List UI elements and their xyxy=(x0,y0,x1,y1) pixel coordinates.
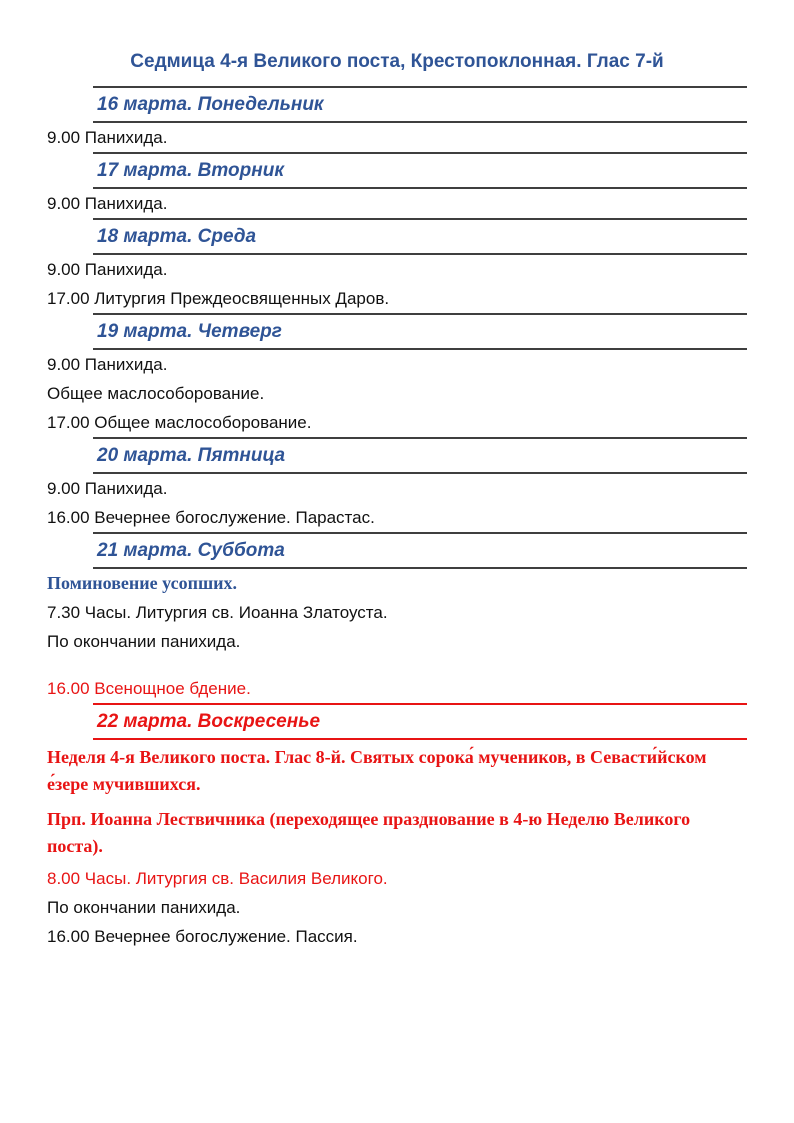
schedule-entry: 17.00 Литургия Преждеосвященных Даров. xyxy=(47,289,390,308)
days-container xyxy=(47,88,747,951)
day-heading: 18 марта. Среда xyxy=(97,226,257,247)
page-title: Седмица 4-я Великого поста, Крестопоклонная. Глас 7-й xyxy=(130,51,664,72)
schedule-entry: 9.00 Панихида. xyxy=(47,194,168,213)
day-section xyxy=(47,220,747,315)
day-heading: 21 марта. Суббота xyxy=(97,540,285,561)
day-section xyxy=(47,88,747,154)
day-heading: 20 марта. Пятница xyxy=(97,445,286,466)
schedule-entry: 8.00 Часы. Литургия св. Василия Великого. xyxy=(47,869,388,888)
schedule-entry: 16.00 Вечернее богослужение. Пассия. xyxy=(47,927,358,946)
day-section xyxy=(47,705,747,951)
schedule-entry: 7.30 Часы. Литургия св. Иоанна Златоуста. xyxy=(47,603,388,622)
day-section xyxy=(47,154,747,220)
schedule-entry: 16.00 Всенощное бдение. xyxy=(47,679,251,698)
day-heading: 16 марта. Понедельник xyxy=(97,94,324,115)
day-section xyxy=(47,315,747,439)
day-heading: 19 марта. Четверг xyxy=(97,321,282,342)
schedule-entry: 9.00 Панихида. xyxy=(47,479,168,498)
spacer xyxy=(47,656,747,674)
schedule-entry: 9.00 Панихида. xyxy=(47,355,168,374)
schedule-entry: Общее маслособорование. xyxy=(47,384,265,403)
schedule-entry: Поминовение усопших. xyxy=(47,573,238,593)
schedule-entry: По окончании панихида. xyxy=(47,632,241,651)
schedule-entry: Прп. Иоанна Лествичника (переходящее празднование в 4-ю Неделю Великого поста). xyxy=(47,809,691,856)
day-heading: 22 марта. Воскресенье xyxy=(97,711,321,732)
schedule-entry: 17.00 Общее маслособорование. xyxy=(47,413,312,432)
schedule-entry: 9.00 Панихида. xyxy=(47,260,168,279)
schedule-entry: 16.00 Вечернее богослужение. Парастас. xyxy=(47,508,375,527)
day-section xyxy=(47,534,747,705)
schedule-entry: 9.00 Панихида. xyxy=(47,128,168,147)
day-section xyxy=(47,439,747,534)
day-heading: 17 марта. Вторник xyxy=(97,160,284,181)
schedule-entry: Неделя 4-я Великого поста. Глас 8-й. Святых сорока́ мучеников, в Севасти́йском е́зере мучившихся. xyxy=(47,747,707,794)
schedule-entry: По окончании панихида. xyxy=(47,898,241,917)
